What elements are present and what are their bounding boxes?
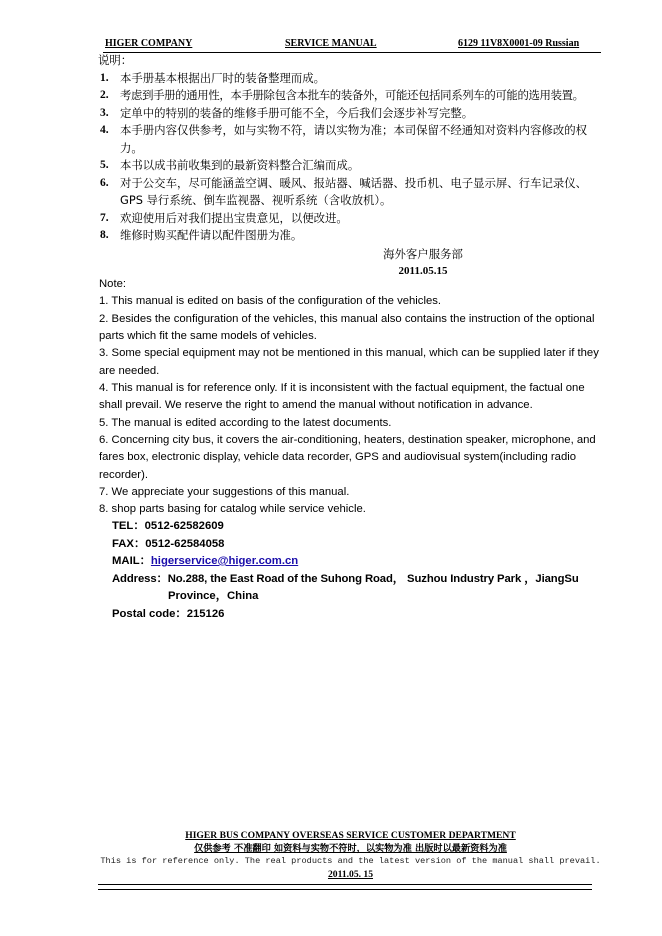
contact-mail (112, 553, 607, 571)
contact-postal-code: Postal code：215126 (112, 607, 225, 620)
cn-list-item (98, 122, 608, 157)
contact-mail-label: MAIL： (112, 555, 151, 567)
en-list-item: 2. Besides the configuration of the vehicles, this manual also contains the instruction of the optional parts which fit the same models of vehicles. (99, 312, 595, 343)
cn-list-item (98, 105, 608, 123)
cn-item-number: 7. (100, 211, 109, 224)
chinese-notes-title: 说明： (98, 53, 133, 67)
en-list-item: 6. Concerning city bus, it covers the air-conditioning, heaters, destination speaker, microphone, and fares box, electronic display, vehicle data recorder, GPS and audiovisual system(including radio recorder). (99, 434, 596, 481)
cn-item-text: 本手册内容仅供参考，如与实物不符，请以实物为准；本司保留不经通知对资料内容修改的权力。 (120, 123, 588, 155)
footer-en-disclaimer: This is for reference only. The real products and the latest version of the manual shall prevail. (100, 856, 601, 866)
footer-cn-disclaimer: 仅供参考 不准翻印 如资料与实物不符时，以实物为准 出版时以最新资料为准 (194, 843, 507, 854)
cn-list-item (98, 210, 608, 228)
cn-item-number: 2. (100, 89, 109, 101)
english-notes-title: Note: (99, 278, 127, 290)
footer-divider (98, 884, 592, 885)
contact-address: Address：No.288, the East Road of the Suhong Road， Suzhou Industry Park ，JiangSu (112, 572, 579, 585)
cn-item-text: 对于公交车，尽可能涵盖空调、暖风、报站器、喊话器、投币机、电子显示屏、行车记录仪、GPS 导行系统、倒车监视器、视听系统（含收放机）。 (120, 175, 588, 207)
en-list-item: 8. shop parts basing for catalog while service vehicle. (99, 503, 366, 516)
header-company: HIGER COMPANY (105, 38, 193, 49)
footer-department: HIGER BUS COMPANY OVERSEAS SERVICE CUSTOMER DEPARTMENT (185, 830, 516, 841)
page-header (103, 38, 601, 53)
cn-list-item (98, 70, 608, 88)
cn-list-item (98, 175, 608, 210)
en-list-item: 1. This manual is edited on basis of the configuration of the vehicles. (99, 295, 442, 308)
en-list-item: 3. Some special equipment may not be mentioned in this manual, which can be supplied later if they are needed. (99, 347, 599, 377)
cn-list-item (98, 227, 608, 245)
contact-fax: FAX：0512-62584058 (112, 537, 225, 550)
cn-item-text: 考虑到手册的通用性，本手册除包含本批车的装备外，可能还包括同系列车的可能的选用装置。 (120, 88, 584, 102)
cn-item-number: 6. (100, 176, 109, 189)
cn-item-number: 1. (100, 71, 109, 84)
cn-signature-date: 2011.05.15 (398, 265, 448, 277)
footer-divider (98, 889, 592, 890)
cn-list-item (98, 87, 608, 105)
cn-department-signature: 海外客户服务部 (383, 246, 463, 261)
cn-item-text: 维修时购买配件请以配件图册为准。 (120, 228, 303, 242)
cn-item-text: 欢迎使用后对我们提出宝贵意见，以便改进。 (120, 210, 348, 225)
cn-item-text: 本书以成书前收集到的最新资料整合汇编而成。 (120, 158, 360, 172)
footer-date: 2011.05. 15 (327, 869, 374, 880)
cn-item-text: 本手册基本根据出厂时的装备整理而成。 (120, 70, 326, 85)
cn-item-number: 5. (100, 159, 109, 171)
header-manual-title: SERVICE MANUAL (285, 38, 377, 49)
contact-tel: TEL：0512-62582609 (112, 520, 224, 532)
en-list-item: 7. We appreciate your suggestions of this manual. (99, 486, 350, 499)
cn-list-item (98, 157, 608, 175)
english-notes (99, 276, 604, 519)
cn-item-number: 3. (100, 106, 109, 119)
en-list-item: 5. The manual is edited according to the latest documents. (99, 416, 392, 429)
contact-address-continued: Province，China (168, 590, 259, 602)
chinese-notes (98, 52, 608, 281)
cn-item-number: 4. (100, 124, 109, 136)
page-footer (98, 829, 603, 881)
header-document-code: 6129 11V8X0001-09 Russian (458, 38, 580, 49)
en-list-item: 4. This manual is for reference only. If it is inconsistent with the factual equipment, the factual one shall prevail. We reserve the right to amend the manual without notification in advance. (99, 382, 585, 412)
cn-item-number: 8. (100, 229, 109, 241)
email-link[interactable]: higerservice@higer.com.cn (150, 555, 299, 567)
cn-item-text: 定单中的特别的装备的维修手册可能不全，今后我们会逐步补写完整。 (120, 105, 474, 120)
contact-info (112, 518, 607, 623)
